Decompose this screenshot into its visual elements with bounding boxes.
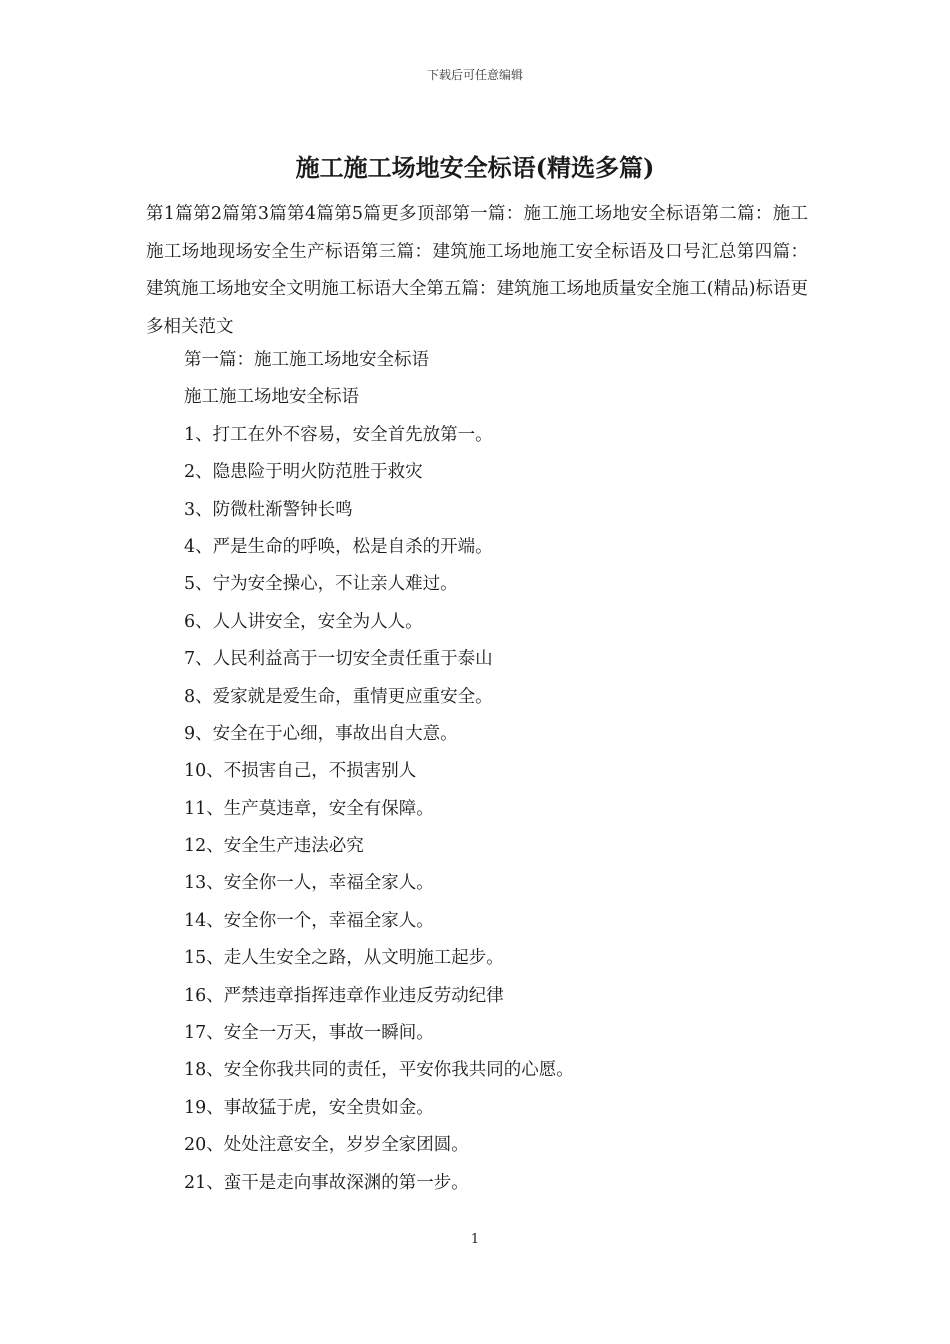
list-item: 7、人民利益高于一切安全责任重于泰山: [184, 649, 493, 670]
list-item: 19、事故猛于虎，安全贵如金。: [184, 1097, 434, 1118]
list-item: 5、宁为安全操心，不让亲人难过。: [184, 574, 458, 595]
list-item: 21、蛮干是走向事故深渊的第一步。: [184, 1172, 469, 1193]
slogan-list: [184, 342, 804, 1202]
page-number: 1: [470, 1232, 480, 1247]
list-item: 9、安全在于心细，事故出自大意。: [184, 723, 458, 744]
list-item: 2、隐患险于明火防范胜于救灾: [184, 462, 423, 483]
document-title: 施工施工场地安全标语(精选多篇): [295, 153, 655, 182]
list-item: 16、严禁违章指挥违章作业违反劳动纪律: [184, 985, 504, 1006]
list-item: 17、安全一万天，事故一瞬间。: [184, 1023, 434, 1044]
list-item: 10、不损害自己，不损害别人: [184, 761, 417, 782]
list-item: 18、安全你我共同的责任，平安你我共同的心愿。: [184, 1060, 574, 1081]
list-item: 4、严是生命的呼唤，松是自杀的开端。: [184, 536, 493, 557]
list-item: 11、生产莫违章，安全有保障。: [184, 798, 434, 819]
list-item: 3、防微杜渐警钟长鸣: [184, 499, 353, 520]
list-item: 1、打工在外不容易，安全首先放第一。: [184, 424, 493, 445]
intro-paragraph: 第1篇第2篇第3篇第4篇第5篇更多顶部第一篇：施工施工场地安全标语第二篇：施工施工场地现场安全生产标语第三篇：建筑施工场地施工安全标语及口号汇总第四篇：建筑施工场地安全文明施工标语大全第五篇：建筑施工场地质量安全施工(精品)标语更多相关范文: [146, 204, 808, 337]
list-item: 13、安全你一人，幸福全家人。: [184, 873, 434, 894]
header-note: 下载后可任意编辑: [426, 68, 523, 82]
list-item: 12、安全生产违法必究: [184, 836, 364, 857]
list-item: 8、爱家就是爱生命，重情更应重安全。: [184, 686, 493, 707]
list-item: 15、走人生安全之路，从文明施工起步。: [184, 948, 504, 969]
list-item: 6、人人讲安全，安全为人人。: [184, 611, 423, 632]
list-item: 施工施工场地安全标语: [184, 387, 359, 408]
list-item: 14、安全你一个，幸福全家人。: [184, 910, 434, 931]
list-item: 第一篇：施工施工场地安全标语: [184, 350, 429, 370]
list-item: 20、处处注意安全，岁岁全家团圆。: [184, 1135, 469, 1156]
